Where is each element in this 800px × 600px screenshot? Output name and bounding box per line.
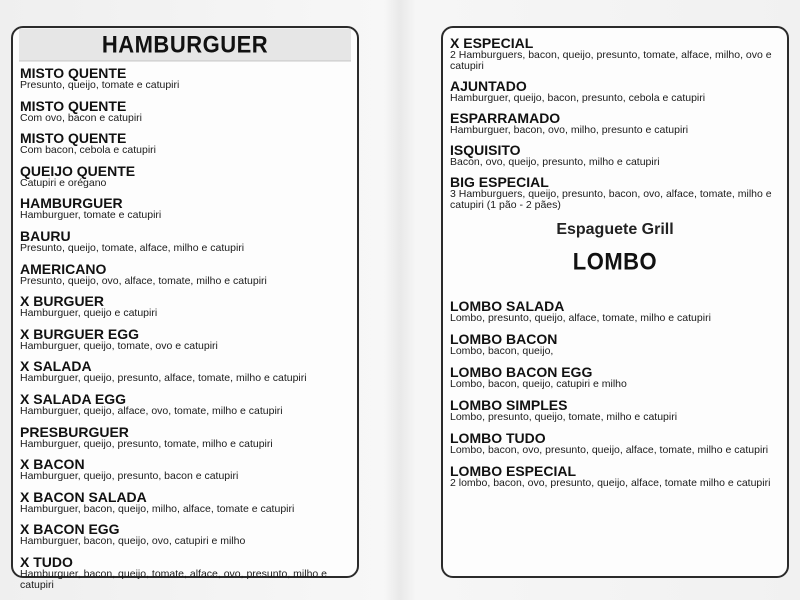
menu-item-description: Hamburguer, queijo, bacon, presunto, cebola e catupiri [450,92,706,104]
menu-item-description: Lombo, bacon, queijo, [450,345,554,357]
menu-item-name: X TUDO [20,553,73,570]
menu-item-description: Hamburguer, queijo e catupiri [20,307,158,320]
hamburguer-item-list [13,66,357,591]
menu-item-description: Catupiri e orégano [20,176,107,189]
menu-item-name: QUEIJO QUENTE [20,162,136,179]
menu-item-description: Hamburguer, tomate e catupiri [20,209,162,222]
menu-item-name: AJUNTADO [450,78,527,94]
menu-item-name: X BACON EGG [20,521,120,538]
menu-item-description: Hamburguer, queijo, presunto, alface, tomate, milho e catupiri [20,372,307,385]
menu-item-description: Presunto, queijo, tomate, alface, milho e catupiri [20,241,245,254]
menu-item-description: Hamburguer, bacon, queijo, tomate, alface, ovo, presunto, milho e catupiri [20,567,328,591]
menu-item-description: Lombo, bacon, queijo, catupiri e milho [450,378,627,390]
menu-item [20,425,351,450]
menu-item-description: Lombo, presunto, queijo, tomate, milho e catupiri [450,411,678,423]
menu-item-description: Hamburguer, queijo, alface, ovo, tomate, milho e catupiri [20,404,283,417]
menu-item-description: 3 Hamburguers, queijo, presunto, bacon, ovo, alface, tomate, milho e catupiri (1 pão - 2 pães) [450,188,772,211]
menu-item-name: ESPARRAMADO [450,110,561,126]
menu-item-name: LOMBO SALADA [450,298,565,314]
menu-item [450,79,781,104]
menu-item [450,175,781,211]
menu-item-description: 2 Hamburguers, bacon, queijo, presunto, tomate, alface, milho, ovo e catupiri [450,49,772,72]
menu-item-description: Presunto, queijo, tomate e catupiri [20,79,180,91]
hamburguer-menu-panel [11,26,359,591]
menu-item-name: MISTO QUENTE [20,65,127,81]
menu-item [450,398,781,423]
menu-item-name: LOMBO BACON EGG [450,364,593,380]
menu-item-name: MISTO QUENTE [20,130,127,147]
menu-item-description: Lombo, presunto, queijo, alface, tomate, milho e catupiri [450,312,711,324]
menu-item [20,262,351,287]
menu-item [450,464,781,489]
menu-item-description: Hamburguer, bacon, ovo, milho, presunto e catupiri [450,124,689,136]
menu-item [20,99,351,124]
menu-item-description: Hamburguer, queijo, presunto, tomate, milho e catupiri [20,437,273,450]
menu-item-name: LOMBO ESPECIAL [450,463,577,479]
menu-item [450,299,781,324]
menu-item [20,196,351,221]
menu-item-name: X SALADA [20,358,92,375]
menu-item-name: MISTO QUENTE [20,97,127,114]
menu-item-description: Hamburguer, queijo, presunto, bacon e catupiri [20,470,239,483]
menu-item-name: LOMBO SIMPLES [450,397,568,413]
menu-item-description: Presunto, queijo, ovo, alface, tomate, milho e catupiri [20,274,267,287]
menu-item [20,327,351,352]
lombo-section-title: LOMBO [572,247,658,276]
menu-item [20,164,351,189]
menu-item [20,555,351,591]
menu-item [20,490,351,515]
menu-item-name: BIG ESPECIAL [450,174,549,190]
menu-item [20,457,351,482]
menu-item-description: Hamburguer, bacon, queijo, milho, alface, tomate e catupiri [20,502,295,515]
specials-menu-panel [441,26,789,578]
menu-item-description: 2 lombo, bacon, ovo, presunto, queijo, alface, tomate milho e catupiri [450,477,771,489]
menu-item-name: HAMBURGUER [20,195,123,212]
menu-item-description: Com ovo, bacon e catupiri [20,111,142,124]
menu-item [20,359,351,384]
menu-item-description: Hamburguer, queijo, tomate, ovo e catupiri [20,339,218,352]
menu-item [20,131,351,156]
menu-item [20,66,351,91]
menu-item-name: X BACON [20,456,85,473]
menu-item-name: AMERICANO [20,260,107,277]
menu-item-description: Bacon, ovo, queijo, presunto, milho e catupiri [450,156,660,168]
menu-item [450,365,781,390]
menu-item-name: X ESPECIAL [450,35,534,51]
menu-item [450,36,781,72]
menu-item-name: PRESBURGUER [20,423,129,440]
menu-item [450,111,781,136]
menu-item [20,392,351,417]
menu-item [450,143,781,168]
specials-item-list [443,28,787,211]
menu-item-name: X BURGUER [20,293,105,310]
menu-item-name: LOMBO TUDO [450,430,546,446]
hamburguer-section-title: HAMBURGUER [19,29,351,62]
menu-item [450,332,781,357]
menu-item-name: ISQUISITO [450,142,521,158]
menu-item-name: X BURGUER EGG [20,325,140,342]
lombo-item-list [443,299,787,489]
menu-item-description: Lombo, bacon, ovo, presunto, queijo, alface, tomate, milho e catupiri [450,444,769,456]
menu-item [20,522,351,547]
menu-item-name: LOMBO BACON [450,331,558,347]
menu-item-name: X BACON SALADA [20,488,147,505]
menu-item-name: X SALADA EGG [20,390,127,407]
menu-item [450,431,781,456]
menu-item-description: Com bacon, cebola e catupiri [20,144,156,157]
menu-item [20,294,351,319]
menu-item-name: BAURU [20,227,71,244]
menu-item [20,229,351,254]
menu-item-description: Hamburguer, bacon, queijo, ovo, catupiri e milho [20,535,246,548]
espaguete-grill-heading: Espaguete Grill [556,221,674,238]
